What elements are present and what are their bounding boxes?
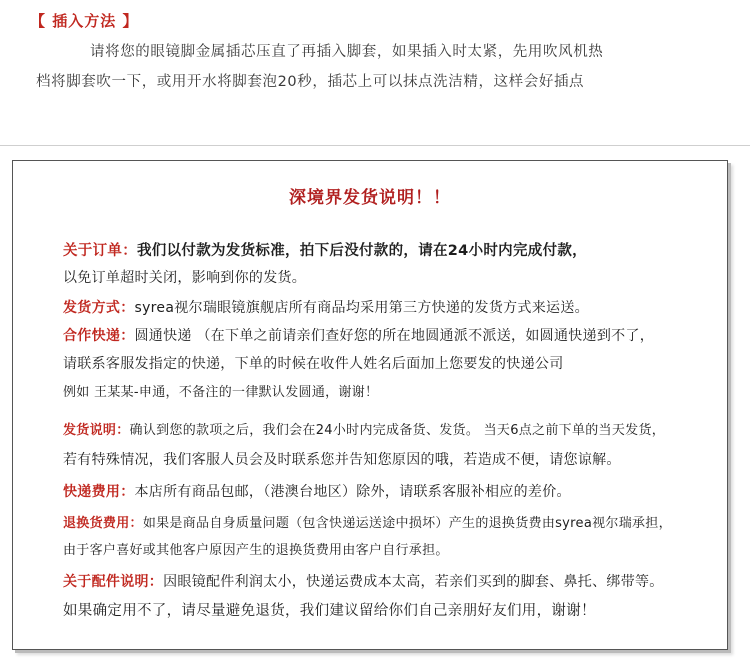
insert-method-header: 【 插入方法 】: [30, 12, 139, 30]
courier-line-3: 例如 王某某-申通，不备注的一律默认发圆通，谢谢！: [63, 385, 379, 400]
return-line-1: [63, 512, 672, 531]
insert-method-line-1: 请将您的眼镜脚金属插芯压直了再插入脚套，如果插入时太紧，先用吹风机热: [90, 44, 604, 60]
courier-text-1: 圆通快递 （在下单之前请亲们查好您的所在地圆通派不派送，如圆通快递到不了，: [134, 328, 655, 344]
notice-title: 深境界发货说明！！: [289, 188, 451, 208]
dispatch-text-1: 确认到您的款项之后，我们会在24小时内完成备货、发货。 当天6点之前下单的当天发货，: [129, 423, 666, 438]
dispatch-line-2: 若有特殊情况，我们客服人员会及时联系您并告知您原因的哦，若造成不便，请您谅解。: [63, 452, 621, 468]
shipping-method-text: syrea视尔瑞眼镜旗舰店所有商品均采用第三方快递的发货方式来运送。: [134, 300, 589, 316]
closing-line: 如果确定用不了，请尽量避免退货，我们建议留给你们自己亲朋好友们用，谢谢！: [63, 603, 596, 619]
courier-line-2: 请联系客服发指定的快递，下单的时候在收件人姓名后面加上您要发的快递公司: [63, 356, 564, 372]
order-line-2: 以免订单超时关闭，影响到你的发货。: [63, 270, 307, 286]
fee-text: 本店所有商品包邮，（港澳台地区）除外，请联系客服补相应的差价。: [134, 484, 571, 500]
courier-label: 合作快递：: [63, 328, 135, 344]
parts-line: [63, 571, 664, 591]
order-line-1: [63, 239, 587, 260]
shipping-method-label: 发货方式：: [63, 300, 135, 316]
section-divider: [0, 145, 750, 146]
order-text-1: 我们以付款为发货标准，拍下后没付款的，请在24小时内完成付款，: [137, 243, 587, 259]
shipping-method-line: [63, 297, 589, 317]
parts-label: 关于配件说明：: [63, 574, 164, 590]
insert-method-line-2: 档将脚套吹一下，或用开水将脚套泡20秒，插芯上可以抹点洗洁精，这样会好插点: [36, 74, 585, 90]
return-text-1: 如果是商品自身质量问题（包含快递运送途中损坏）产生的退换货费由syrea视尔瑞承担，: [142, 516, 672, 531]
shipping-notice-box: [12, 160, 728, 650]
return-line-2: 由于客户喜好或其他客户原因产生的退换货费用由客户自行承担。: [63, 543, 449, 558]
fee-label: 快递费用：: [63, 484, 135, 500]
courier-line-1: [63, 325, 654, 345]
dispatch-line-1: [63, 419, 665, 438]
fee-line: [63, 481, 571, 501]
return-label: 退换货费用：: [63, 516, 143, 531]
parts-text: 因眼镜配件利润太小，快递运费成本太高，若亲们买到的脚套、鼻托、绑带等。: [163, 574, 664, 590]
dispatch-label: 发货说明：: [63, 423, 130, 438]
order-label: 关于订单：: [63, 243, 137, 259]
